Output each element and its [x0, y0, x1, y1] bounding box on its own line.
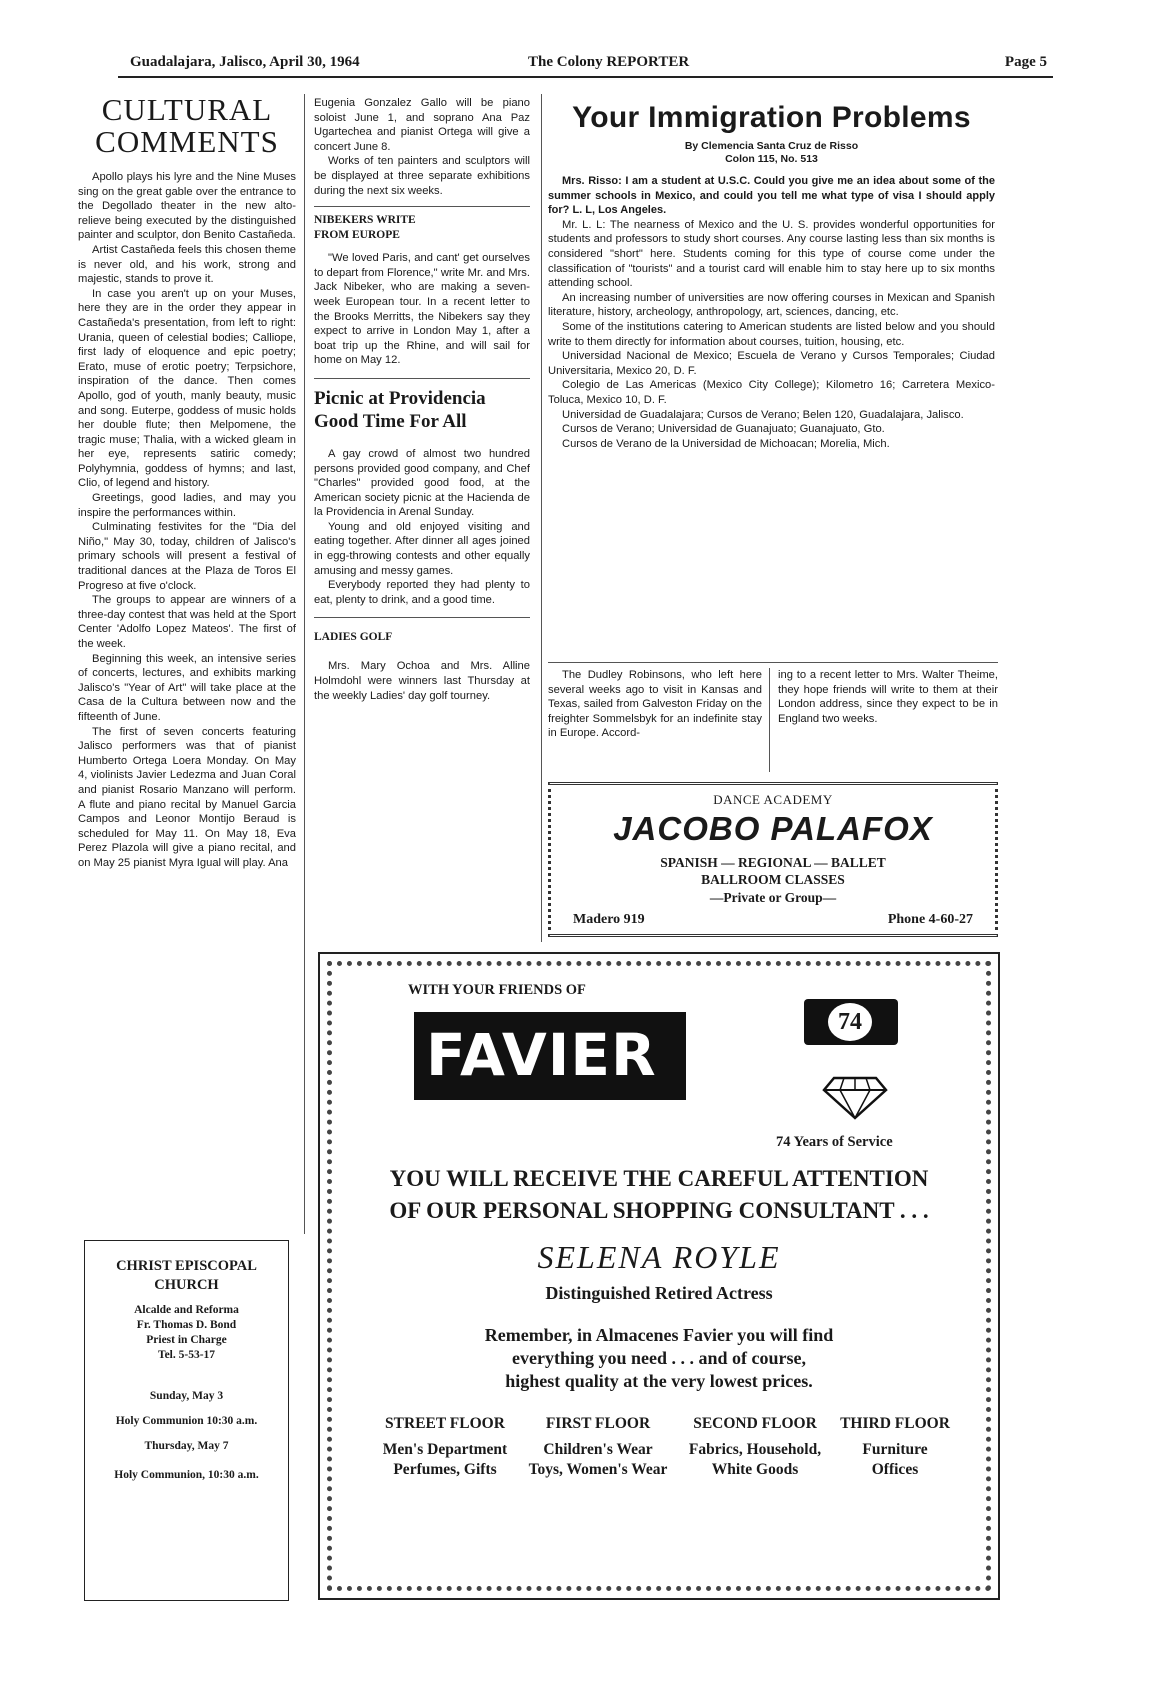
column-divider: [541, 94, 542, 942]
immigration-question: Mrs. Risso: I am a student at U.S.C. Could you give me an idea about some of the summer schools in Mexico, and could you tell me what type of visa I should apply for? L. L, Los Angeles.: [548, 175, 995, 217]
floor-department: Offices: [871, 1461, 919, 1478]
church-phone: Tel. 5-53-17: [157, 1349, 216, 1361]
column-divider: [304, 94, 305, 1234]
picnic-paragraph: Young and old enjoyed visiting and eating together. After dinner all ages joined in egg-throwing contests and other equally amusing and messy games.: [314, 520, 530, 577]
section-rule: [548, 662, 998, 663]
favier-celebrity-name: SELENA ROYLE: [537, 1239, 781, 1275]
favier-floor-directory: [340, 1414, 978, 1514]
favier-intro: WITH YOUR FRIENDS OF: [408, 982, 586, 998]
floor-name: STREET FLOOR: [385, 1415, 505, 1432]
immigration-paragraph: Cursos de Verano; Universidad de Guanajuato; Guanajuato, Gto.: [562, 423, 885, 436]
immigration-paragraph: Mr. L. L: The nearness of Mexico and the U. S. provides wonderful opportunities for students and professors to study short courses. Any course lasting less than six months is considered "short" here. Students coming for this type of course come under the classification of "tourists" and a tourist card will enable him to stay here up to six months attending school.: [548, 218, 995, 290]
diamond-icon: [822, 1076, 888, 1120]
floor-department: Toys, Women's Wear: [528, 1461, 668, 1478]
anniversary-badge-number: 74: [828, 1003, 872, 1041]
immigration-paragraph: Universidad de Guadalajara; Cursos de Verano; Belen 120, Guadalajara, Jalisco.: [562, 408, 964, 421]
favier-remember-line3: highest quality at the very lowest prices.: [505, 1371, 813, 1391]
cultural-paragraph: Artist Castañeda feels this chosen theme is never old, and his work, strong and majestic, stands to prove it.: [78, 243, 296, 286]
floor-item: [830, 1414, 960, 1480]
section-rule: [314, 378, 530, 379]
robinsons-paragraph: The Dudley Robinsons, who left here several weeks ago to visit in Kansas and Texas, sailed from Galveston Friday on the freighter Sommelsbyk for an indefinite stay in Europe. Accord-: [548, 669, 762, 740]
floor-item: [680, 1414, 830, 1480]
dance-academy-ballroom: BALLROOM CLASSES: [701, 872, 845, 887]
church-name-line2: CHURCH: [154, 1277, 219, 1293]
section-rule: [314, 617, 530, 618]
cultural-paragraph: Greetings, good ladies, and may you inspire the performances within.: [78, 492, 296, 519]
nibekers-headline-line2: FROM EUROPE: [314, 229, 400, 242]
floor-department: Perfumes, Gifts: [393, 1461, 497, 1478]
floor-name: FIRST FLOOR: [545, 1415, 651, 1432]
floor-item: [518, 1414, 678, 1480]
picnic-headline-line2: Good Time For All: [314, 410, 467, 432]
picnic-paragraph: Everybody reported they had plenty to eat, plenty to drink, and a good time.: [314, 579, 530, 606]
nibekers-headline-line1: NIBEKERS WRITE: [314, 214, 416, 227]
cultural-comments-article: [78, 94, 296, 1230]
church-service1: Holy Communion 10:30 a.m.: [115, 1415, 258, 1427]
floor-department: White Goods: [711, 1461, 799, 1478]
dance-academy-styles: SPANISH — REGIONAL — BALLET: [660, 855, 886, 870]
immigration-article: [548, 100, 995, 660]
cultural-paragraph: The first of seven concerts featuring Jalisco performers was that of pianist Humberto Ortega Loera Monday. On May 4, violinists Javier Ledezma and Juan Coral and pianist Rosario Manzano will perform. A flute and piano recital by Manuel Garcia Campos and Leonor Montijo Beraud is scheduled for May 11. On May 18, Eva Perez Plazola will give a piano recital, and on May 25 pianist Myra Igual will play. Ana: [78, 725, 296, 869]
favier-ad: [318, 952, 1000, 1600]
floor-department: Fabrics, Household,: [688, 1441, 822, 1458]
immigration-paragraph: Cursos de Verano de la Universidad de Michoacan; Morelia, Mich.: [562, 437, 890, 450]
favier-celebrity-subtitle: Distinguished Retired Actress: [545, 1283, 773, 1303]
cultural-paragraph: Apollo plays his lyre and the Nine Muses sing on the great gable over the entrance to the Degollado theater in the new alto-relieve being executed by the distinguished painter and sculptor, don Benito Castañeda.: [78, 171, 296, 242]
immigration-paragraph: Colegio de Las Americas (Mexico City College); Kilometro 16; Carretera Mexico-Toluca, Mexico 10, D. F.: [548, 379, 995, 406]
robinsons-right-column: [778, 668, 998, 776]
dance-academy-name: JACOBO PALAFOX: [613, 810, 933, 847]
church-day2: Thursday, May 7: [144, 1440, 229, 1452]
dance-academy-phone: Phone 4-60-27: [887, 912, 973, 927]
cultural-paragraph: The groups to appear are winners of a three-day contest that was held at the Sport Center 'Adolfo Lopez Mateos'. The first of the week.: [78, 594, 296, 650]
anniversary-badge: [804, 999, 898, 1045]
church-day1: Sunday, May 3: [149, 1390, 224, 1402]
cultural-paragraph: Culminating festivites for the "Dia del Niño," May 30, today, children of Jalisco's primary schools will present a festival of traditional dances at the Plaza de Toros El Progreso at five o'clock.: [78, 521, 296, 592]
robinsons-left-column: [548, 668, 762, 776]
concert-continuation: Eugenia Gonzalez Gallo will be piano soloist June 1, and soprano Ana Paz Ugartechea and pianist Ortega will give a concert June 8.: [314, 97, 530, 153]
immigration-address: Colon 115, No. 513: [725, 153, 818, 165]
church-name-line1: CHRIST EPISCOPAL: [116, 1258, 257, 1274]
dance-academy-private: —Private or Group—: [709, 890, 837, 905]
header-masthead: The Colony REPORTER: [528, 54, 690, 70]
dance-academy-label: DANCE ACADEMY: [713, 792, 833, 807]
favier-logo-block: [414, 1012, 686, 1100]
favier-headline-line1: YOU WILL RECEIVE THE CAREFUL ATTENTION: [389, 1166, 929, 1191]
favier-logo-text: FAVIER: [426, 1021, 657, 1089]
column-divider: [769, 668, 770, 772]
nibekers-paragraph: "We loved Paris, and cant' get ourselves to depart from Florence," write Mr. and Mrs. Jack Nibeker, who are making a seven-week European tour. In a recent letter to the Brooks Merritts, the Nibekers say they expect to arrive in London May 1, after a boat trip up the Rhine, and will sail for home on May 12.: [314, 252, 530, 367]
floor-department: Men's Department: [382, 1441, 508, 1458]
floor-department: Children's Wear: [543, 1441, 653, 1458]
favier-remember-line2: everything you need . . . and of course,: [512, 1348, 806, 1368]
cultural-paragraph: Beginning this week, an intensive series of concerts, lectures, and exhibits marking Jalisco's "Year of Art" will take place at the Casa de la Cultura between now and the fifteenth of June.: [78, 652, 296, 723]
immigration-paragraph: An increasing number of universities are now offering courses in Mexican and Spanish literature, history, archeology, anthropology, art, sciences, dancing, etc.: [548, 291, 995, 319]
robinsons-continuation: ing to a recent letter to Mrs. Walter Theime, they hope friends will write to them at their London address, since they expect to be in England two weeks.: [778, 669, 998, 725]
cultural-title-line2: COMMENTS: [95, 124, 279, 159]
immigration-title: Your Immigration Problems: [572, 101, 971, 134]
floor-name: SECOND FLOOR: [693, 1415, 817, 1432]
immigration-paragraph: Universidad Nacional de Mexico; Escuela de Verano y Cursos Temporales; Ciudad Universitaria, Mexico 20, D. F.: [548, 350, 995, 377]
floor-name: THIRD FLOOR: [840, 1415, 950, 1432]
favier-remember-line1: Remember, in Almacenes Favier you will find: [484, 1325, 834, 1345]
church-box-bottom-rule: [84, 1600, 289, 1601]
dance-academy-ad: [548, 782, 998, 937]
cultural-title-line1: CULTURAL: [101, 94, 273, 127]
favier-years-of-service: 74 Years of Service: [776, 1134, 893, 1150]
church-service2: Holy Communion, 10:30 a.m.: [114, 1469, 259, 1481]
church-pastor: Fr. Thomas D. Bond: [136, 1319, 237, 1331]
immigration-byline: By Clemencia Santa Cruz de Risso: [684, 140, 859, 152]
picnic-paragraph: A gay crowd of almost two hundred persons provided good company, and Chef "Charles" provided good food, at the American society picnic at the Hacienda de la Providencia in Arenal Sunday.: [314, 447, 530, 519]
exhibitions-paragraph: Works of ten painters and sculptors will be displayed at three separate exhibitions during the next six weeks.: [314, 155, 530, 197]
favier-headline-line2: OF OUR PERSONAL SHOPPING CONSULTANT . . .: [389, 1198, 929, 1223]
middle-column: [314, 96, 530, 940]
golf-headline: LADIES GOLF: [314, 631, 393, 644]
header-page-number: Page 5: [1004, 54, 1047, 70]
floor-item: [370, 1414, 520, 1480]
church-role: Priest in Charge: [146, 1334, 227, 1346]
golf-paragraph: Mrs. Mary Ochoa and Mrs. Alline Holmdohl were winners last Thursday at the weekly Ladies' day golf tourney.: [314, 660, 530, 702]
header-dateline: Guadalajara, Jalisco, April 30, 1964: [130, 54, 360, 70]
page-header: [118, 52, 1053, 78]
cultural-paragraph: In case you aren't up on your Muses, here they are in the order they appear in Castañeda's presentation, from left to right: Urania, queen of celestial bodies; Calliope, first lady of eloquence and epic poetry; Erato, muse of erotic poetry; Terpsichore, inspiration of the dance. Then comes Apollo, god of youth, manly beauty, music and song. Euterpe, goddess of music holds her double flute; then Melpomene, the tragic muse; Thalia, with a wicked gleam in her eye, represents satiric comedy; Polyhymnia, goddess of hymns; and last, Clio, of legend and history.: [78, 287, 296, 490]
floor-department: Furniture: [862, 1441, 928, 1458]
church-notice-box: [84, 1240, 289, 1600]
picnic-headline-line1: Picnic at Providencia: [314, 387, 486, 409]
church-address: Alcalde and Reforma: [134, 1304, 239, 1316]
immigration-paragraph: Some of the institutions catering to American students are listed below and you should write to them directly for information about courses, tuition, housing, etc.: [548, 320, 995, 348]
section-rule: [314, 206, 530, 207]
dance-academy-address: Madero 919: [573, 912, 645, 927]
